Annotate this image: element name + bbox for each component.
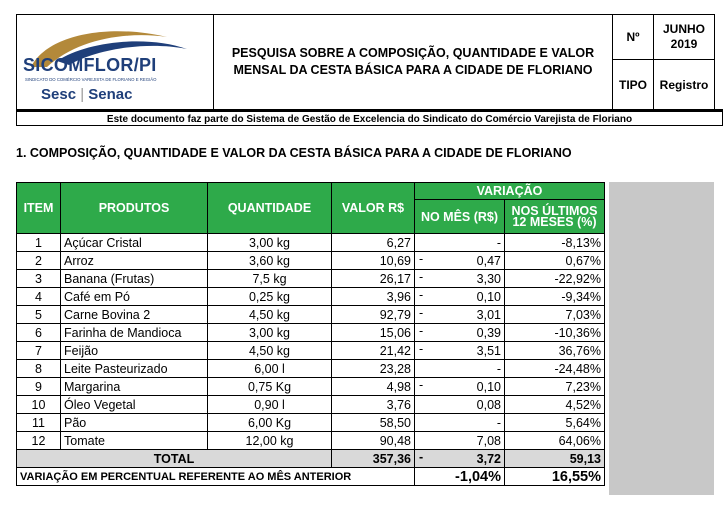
row-ultimos: -9,34%: [505, 288, 605, 306]
row-no-mes: [415, 414, 505, 432]
row-no-mes-value: 3,01: [476, 307, 501, 322]
header-ultimos-12-meses: NOS ÚLTIMOS 12 MESES (%): [505, 200, 605, 234]
row-no-mes: [415, 396, 505, 414]
document-footer-note: Este documento faz parte do Sistema de Gestão de Excelencia do Sindicato do Comércio Varejista de Floriano: [16, 109, 723, 126]
row-quantidade: 0,90 l: [208, 396, 332, 414]
total-no-mes-sign: -: [419, 450, 424, 464]
row-quantidade: 3,00 kg: [208, 234, 332, 252]
row-ultimos: 0,67%: [505, 252, 605, 270]
period-month: JUNHO: [662, 22, 705, 36]
row-no-mes-sign: -: [419, 252, 424, 266]
row-no-mes-value: 3,51: [476, 343, 501, 358]
grey-side-panel: [609, 182, 714, 495]
row-item: 3: [17, 270, 61, 288]
row-produto: Arroz: [61, 252, 208, 270]
percent-no-mes: -1,04%: [415, 468, 505, 486]
row-no-mes-value: 0,08: [476, 397, 501, 412]
row-item: 4: [17, 288, 61, 306]
row-valor: 3,76: [332, 396, 415, 414]
row-quantidade: 6,00 Kg: [208, 414, 332, 432]
row-valor: 15,06: [332, 324, 415, 342]
row-valor: 58,50: [332, 414, 415, 432]
row-no-mes-sign: -: [419, 270, 424, 284]
total-ultimos: 59,13: [505, 450, 605, 468]
row-ultimos: 4,52%: [505, 396, 605, 414]
header-produtos: PRODUTOS: [61, 183, 208, 234]
row-ultimos: 64,06%: [505, 432, 605, 450]
tipo-label: TIPO: [612, 59, 654, 110]
row-item: 7: [17, 342, 61, 360]
row-produto: Café em Pó: [61, 288, 208, 306]
row-no-mes: [415, 270, 505, 288]
period-year: 2019: [670, 37, 698, 51]
section-title: 1. COMPOSIÇÃO, QUANTIDADE E VALOR DA CESTA BÁSICA PARA A CIDADE DE FLORIANO: [16, 146, 572, 160]
row-no-mes-value: 0,10: [476, 289, 501, 304]
percent-row-label: VARIAÇÃO EM PERCENTUAL REFERENTE AO MÊS ANTERIOR: [17, 468, 415, 486]
header-variacao: VARIAÇÃO: [415, 183, 605, 200]
total-label: TOTAL: [17, 450, 332, 468]
table-row: [17, 432, 605, 450]
row-produto: Pão: [61, 414, 208, 432]
row-no-mes-value: 7,08: [476, 433, 501, 448]
basket-table: [16, 182, 605, 486]
row-no-mes-value: 0,10: [476, 379, 501, 394]
row-produto: Açúcar Cristal: [61, 234, 208, 252]
row-valor: 21,42: [332, 342, 415, 360]
row-item: 5: [17, 306, 61, 324]
row-quantidade: 7,5 kg: [208, 270, 332, 288]
row-item: 2: [17, 252, 61, 270]
partner-logos: Sesc | Senac: [41, 86, 133, 103]
row-no-mes-value: -: [496, 361, 501, 376]
row-no-mes-value: -: [496, 235, 501, 250]
row-produto: Margarina: [61, 378, 208, 396]
row-quantidade: 12,00 kg: [208, 432, 332, 450]
row-item: 10: [17, 396, 61, 414]
row-quantidade: 0,25 kg: [208, 288, 332, 306]
table-row: [17, 288, 605, 306]
document-title: PESQUISA SOBRE A COMPOSIÇÃO, QUANTIDADE E VALOR MENSAL DA CESTA BÁSICA PARA A CIDADE DE FLORIANO: [213, 14, 613, 110]
header-item: ITEM: [17, 183, 61, 234]
table-row: [17, 234, 605, 252]
row-produto: Carne Bovina 2: [61, 306, 208, 324]
row-produto: Banana (Frutas): [61, 270, 208, 288]
row-no-mes: [415, 252, 505, 270]
table-row: [17, 306, 605, 324]
row-quantidade: 6,00 l: [208, 360, 332, 378]
row-ultimos: -24,48%: [505, 360, 605, 378]
row-ultimos: 36,76%: [505, 342, 605, 360]
table-row: [17, 414, 605, 432]
row-ultimos: -22,92%: [505, 270, 605, 288]
row-quantidade: 0,75 Kg: [208, 378, 332, 396]
row-ultimos: -10,36%: [505, 324, 605, 342]
row-ultimos: 7,23%: [505, 378, 605, 396]
row-item: 6: [17, 324, 61, 342]
row-ultimos: -8,13%: [505, 234, 605, 252]
table-row: [17, 342, 605, 360]
row-valor: 92,79: [332, 306, 415, 324]
percent-ultimos: 16,55%: [505, 468, 605, 486]
row-produto: Leite Pasteurizado: [61, 360, 208, 378]
percent-row: [17, 468, 605, 486]
table-row: [17, 270, 605, 288]
row-ultimos: 5,64%: [505, 414, 605, 432]
row-no-mes-value: 0,47: [476, 253, 501, 268]
row-no-mes-sign: -: [419, 378, 424, 392]
table-row: [17, 360, 605, 378]
row-no-mes-sign: -: [419, 324, 424, 338]
row-item: 8: [17, 360, 61, 378]
row-quantidade: 4,50 kg: [208, 306, 332, 324]
sesc-logo: Sesc: [41, 86, 77, 103]
total-valor: 357,36: [332, 450, 415, 468]
row-item: 11: [17, 414, 61, 432]
row-no-mes-value: -: [496, 415, 501, 430]
row-quantidade: 4,50 kg: [208, 342, 332, 360]
row-item: 1: [17, 234, 61, 252]
row-produto: Farinha de Mandioca: [61, 324, 208, 342]
total-no-mes-value: 3,72: [476, 451, 501, 466]
row-valor: 4,98: [332, 378, 415, 396]
number-label: Nº: [612, 14, 654, 60]
row-no-mes-value: 0,39: [476, 325, 501, 340]
table-row: [17, 396, 605, 414]
row-valor: 23,28: [332, 360, 415, 378]
row-valor: 26,17: [332, 270, 415, 288]
row-no-mes-value: 3,30: [476, 271, 501, 286]
header-quantidade: QUANTIDADE: [208, 183, 332, 234]
row-produto: Tomate: [61, 432, 208, 450]
row-no-mes-sign: -: [419, 306, 424, 320]
tipo-value: Registro: [653, 59, 715, 110]
row-item: 9: [17, 378, 61, 396]
header-no-mes: NO MÊS (R$): [415, 200, 505, 234]
row-produto: Óleo Vegetal: [61, 396, 208, 414]
row-no-mes-sign: -: [419, 342, 424, 356]
row-no-mes: [415, 432, 505, 450]
logo-subtitle: SINDICATO DO COMÉRCIO VAREJISTA DE FLORIANO E REGIÃO: [25, 77, 157, 82]
total-no-mes: [415, 450, 505, 468]
row-no-mes: [415, 234, 505, 252]
row-no-mes-sign: -: [419, 288, 424, 302]
row-ultimos: 7,03%: [505, 306, 605, 324]
senac-logo: Senac: [88, 86, 133, 103]
table-row: [17, 378, 605, 396]
row-valor: 90,48: [332, 432, 415, 450]
period-cell: [653, 14, 715, 60]
row-quantidade: 3,00 kg: [208, 324, 332, 342]
row-quantidade: 3,60 kg: [208, 252, 332, 270]
logo-title: SICOMFLOR/PI: [23, 55, 157, 75]
row-item: 12: [17, 432, 61, 450]
table-row: [17, 252, 605, 270]
row-produto: Feijão: [61, 342, 208, 360]
header-valor: VALOR R$: [332, 183, 415, 234]
total-row: [17, 450, 605, 468]
table-row: [17, 324, 605, 342]
row-no-mes: [415, 342, 505, 360]
row-valor: 6,27: [332, 234, 415, 252]
logo-box: [16, 14, 214, 110]
row-valor: 10,69: [332, 252, 415, 270]
row-no-mes: [415, 324, 505, 342]
row-valor: 3,96: [332, 288, 415, 306]
row-no-mes: [415, 306, 505, 324]
row-no-mes: [415, 360, 505, 378]
row-no-mes: [415, 288, 505, 306]
row-no-mes: [415, 378, 505, 396]
